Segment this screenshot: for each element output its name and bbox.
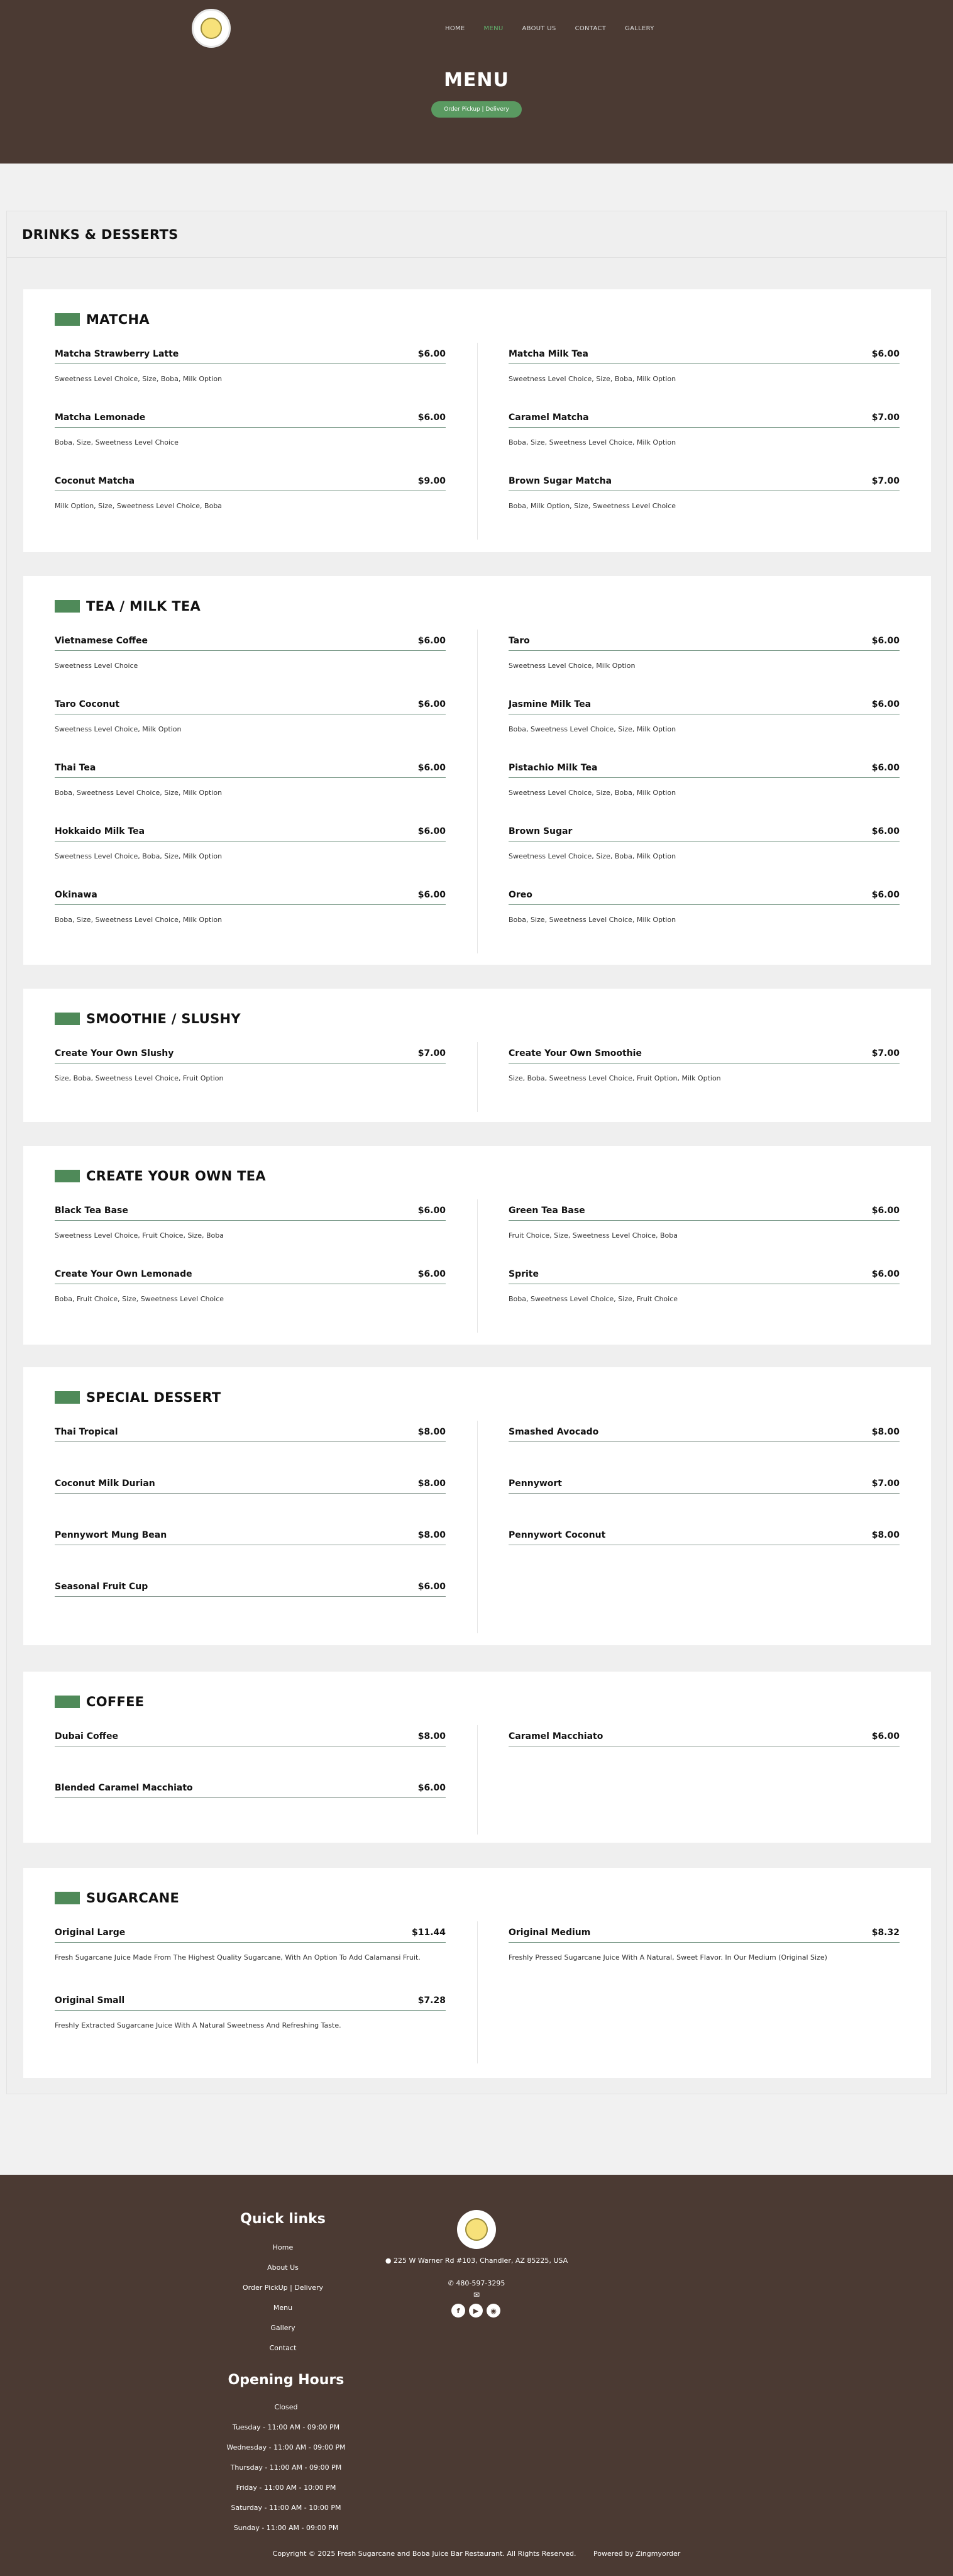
menu-item-name: Seasonal Fruit Cup <box>55 1582 148 1592</box>
menu-item[interactable] <box>55 1783 446 1798</box>
menu-item-price: $6.00 <box>417 349 446 359</box>
menu-item-price: $6.00 <box>871 1206 900 1216</box>
menu-item-price: $8.00 <box>871 1530 900 1540</box>
menu-item-name: Caramel Matcha <box>509 413 589 423</box>
menu-item[interactable] <box>509 1269 900 1304</box>
page-title: MENU <box>444 69 509 91</box>
footer-link-about-us[interactable]: About Us <box>267 2263 299 2272</box>
hours-saturday: Saturday - 11:00 AM - 10:00 PM <box>231 2504 341 2512</box>
menu-item[interactable] <box>55 1582 446 1597</box>
menu-item-options: Sweetness Level Choice, Boba, Size, Milk Option <box>55 852 223 860</box>
menu-item[interactable] <box>55 636 446 671</box>
nav-gallery[interactable]: GALLERY <box>625 25 654 32</box>
menu-item-options: Sweetness Level Choice, Milk Option <box>55 725 182 733</box>
footer-link-menu[interactable]: Menu <box>273 2304 293 2312</box>
menu-item-header <box>509 1427 900 1442</box>
menu-item-options: Boba, Size, Sweetness Level Choice <box>55 438 179 447</box>
menu-item-options: Fresh Sugarcane Juice Made From The Highest Quality Sugarcane, With An Option To Add Calamansi Fruit. <box>55 1953 421 1962</box>
column-divider <box>477 343 478 540</box>
section-title-text: SPECIAL DESSERT <box>86 1390 221 1405</box>
menu-item-header <box>509 699 900 714</box>
menu-item-options: Sweetness Level Choice, Size, Boba, Milk Option <box>509 375 676 383</box>
menu-item[interactable] <box>509 699 900 735</box>
menu-item-header <box>55 1582 446 1597</box>
hours-tuesday: Tuesday - 11:00 AM - 09:00 PM <box>232 2423 340 2431</box>
menu-item-options: Boba, Size, Sweetness Level Choice, Milk Option <box>55 916 223 924</box>
menu-item[interactable] <box>509 636 900 671</box>
menu-item[interactable] <box>509 763 900 798</box>
menu-section <box>23 989 931 1122</box>
menu-item-name: Hokkaido Milk Tea <box>55 826 145 836</box>
menu-item-options: Sweetness Level Choice, Size, Boba, Milk Option <box>55 375 223 383</box>
menu-item-name: Brown Sugar <box>509 826 573 836</box>
menu-item-header <box>509 1048 900 1063</box>
menu-item-name: Black Tea Base <box>55 1206 128 1216</box>
menu-item-name: Thai Tea <box>55 763 96 773</box>
menu-item-name: Okinawa <box>55 890 97 900</box>
menu-item-header <box>509 349 900 364</box>
menu-item-header <box>509 413 900 428</box>
section-title-text: TEA / MILK TEA <box>86 599 201 614</box>
menu-item-name: Coconut Matcha <box>55 476 135 486</box>
menu-item-price: $8.32 <box>871 1928 900 1938</box>
menu-item[interactable] <box>55 1206 446 1241</box>
menu-item-price: $6.00 <box>417 1783 446 1793</box>
menu-container <box>6 211 947 2094</box>
menu-item-header <box>55 1530 446 1545</box>
menu-section <box>23 1367 931 1645</box>
menu-section <box>23 289 931 552</box>
menu-item-name: Vietnamese Coffee <box>55 636 148 646</box>
menu-item-price: $6.00 <box>417 763 446 773</box>
menu-item-header <box>55 349 446 364</box>
menu-item-options: Size, Boba, Sweetness Level Choice, Fruit Option <box>55 1074 224 1082</box>
menu-item-name: Pistachio Milk Tea <box>509 763 598 773</box>
menu-item-price: $8.00 <box>871 1427 900 1437</box>
menu-section <box>23 1672 931 1843</box>
menu-item[interactable] <box>509 1928 900 1963</box>
menu-item-name: Jasmine Milk Tea <box>509 699 592 709</box>
footer-link-order[interactable]: Order PickUp | Delivery <box>242 2284 323 2292</box>
copyright-bar <box>0 2550 953 2558</box>
order-pickup-delivery-button[interactable]: Order Pickup | Delivery <box>431 101 522 118</box>
menu-item-name: Matcha Strawberry Latte <box>55 349 179 359</box>
opening-hours-title: Opening Hours <box>228 2372 344 2388</box>
menu-item[interactable] <box>509 1479 900 1494</box>
menu-item-price: $6.00 <box>417 1582 446 1592</box>
menu-item-header <box>55 1928 446 1943</box>
menu-item-name: Pennywort Coconut <box>509 1530 606 1540</box>
menu-item-price: $6.00 <box>417 699 446 709</box>
section-title-text: COFFEE <box>86 1694 145 1709</box>
section-title <box>55 1011 241 1026</box>
site-logo[interactable] <box>192 9 231 48</box>
menu-item-name: Blended Caramel Macchiato <box>55 1783 193 1793</box>
menu-item-options: Sweetness Level Choice, Fruit Choice, Size, Boba <box>55 1231 224 1240</box>
menu-item-price: $6.00 <box>417 636 446 646</box>
menu-item-price: $9.00 <box>417 476 446 486</box>
menu-item-options: Sweetness Level Choice, Size, Boba, Milk Option <box>509 789 676 797</box>
column-divider <box>477 1421 478 1633</box>
menu-item-header <box>509 1530 900 1545</box>
menu-item-price: $6.00 <box>417 826 446 836</box>
hours-monday: Closed <box>274 2403 298 2411</box>
menu-item[interactable] <box>509 1048 900 1084</box>
menu-item-header <box>55 1996 446 2011</box>
menu-item-header <box>55 1269 446 1284</box>
menu-item-options: Boba, Size, Sweetness Level Choice, Milk Option <box>509 916 676 924</box>
footer-logo[interactable] <box>457 2210 496 2249</box>
menu-item-price: $6.00 <box>871 1731 900 1741</box>
menu-item-name: Matcha Lemonade <box>55 413 146 423</box>
menu-item[interactable] <box>509 349 900 384</box>
social-links <box>451 2304 500 2318</box>
menu-item-header <box>55 1206 446 1221</box>
menu-item-header <box>509 1479 900 1494</box>
instagram-icon[interactable]: ◉ <box>487 2304 500 2318</box>
site-header <box>0 0 953 164</box>
hours-friday: Friday - 11:00 AM - 10:00 PM <box>236 2484 336 2492</box>
menu-item-price: $7.00 <box>871 413 900 423</box>
menu-item-header <box>55 636 446 651</box>
menu-item-name: Pennywort <box>509 1479 562 1489</box>
section-accent-bar <box>55 313 80 326</box>
nav-menu[interactable]: MENU <box>483 25 504 32</box>
section-accent-bar <box>55 1892 80 1904</box>
menu-item-header <box>55 413 446 428</box>
menu-item-options: Boba, Fruit Choice, Size, Sweetness Level Choice <box>55 1295 224 1303</box>
menu-section <box>23 1146 931 1345</box>
menu-item[interactable] <box>55 1269 446 1304</box>
menu-item[interactable] <box>55 1530 446 1545</box>
menu-item-price: $8.00 <box>417 1479 446 1489</box>
column-divider <box>477 1921 478 2063</box>
menu-item-name: Pennywort Mung Bean <box>55 1530 167 1540</box>
menu-item-name: Create Your Own Smoothie <box>509 1048 642 1058</box>
quick-links-title: Quick links <box>240 2211 326 2227</box>
mail-icon[interactable]: ✉ <box>473 2290 480 2299</box>
menu-item-price: $6.00 <box>871 349 900 359</box>
youtube-icon[interactable]: ▶ <box>469 2304 483 2318</box>
footer-link-home[interactable]: Home <box>272 2243 294 2251</box>
menu-item-header <box>55 1731 446 1746</box>
nav-about-us[interactable]: ABOUT US <box>522 25 556 32</box>
column-divider <box>477 630 478 953</box>
menu-item-name: Oreo <box>509 890 532 900</box>
menu-item-name: Brown Sugar Matcha <box>509 476 612 486</box>
menu-item[interactable] <box>509 826 900 862</box>
menu-item[interactable] <box>509 1206 900 1241</box>
menu-item[interactable] <box>509 1530 900 1545</box>
menu-item-price: $6.00 <box>417 413 446 423</box>
menu-item-price: $6.00 <box>871 826 900 836</box>
hours-sunday: Sunday - 11:00 AM - 09:00 PM <box>233 2524 339 2532</box>
menu-section <box>23 576 931 965</box>
section-title <box>55 312 150 327</box>
menu-item-price: $6.00 <box>417 1269 446 1279</box>
sugarcane-cup-icon <box>465 2218 488 2241</box>
menu-item[interactable] <box>55 1479 446 1494</box>
menu-item-price: $7.28 <box>417 1996 446 2006</box>
menu-item-header <box>55 1427 446 1442</box>
menu-item-options: Milk Option, Size, Sweetness Level Choice, Boba <box>55 502 223 510</box>
section-title-text: MATCHA <box>86 312 150 327</box>
menu-item-header <box>509 890 900 905</box>
menu-item-price: $8.00 <box>417 1530 446 1540</box>
powered-by-link[interactable]: Powered by Zingmyorder <box>593 2550 681 2558</box>
menu-item-price: $6.00 <box>871 763 900 773</box>
column-divider <box>477 1725 478 1835</box>
menu-item[interactable] <box>55 1731 446 1746</box>
menu-item-options: Freshly Extracted Sugarcane Juice With A Natural Sweetness And Refreshing Taste. <box>55 2021 341 2029</box>
menu-item-price: $7.00 <box>871 1048 900 1058</box>
menu-section <box>23 1868 931 2078</box>
section-title <box>55 1169 266 1184</box>
menu-item-header <box>509 1206 900 1221</box>
menu-item-options: Sweetness Level Choice <box>55 662 138 670</box>
menu-item-name: Original Medium <box>509 1928 591 1938</box>
footer-link-gallery[interactable]: Gallery <box>270 2324 295 2332</box>
menu-item-header <box>509 1928 900 1943</box>
menu-item-price: $6.00 <box>871 1269 900 1279</box>
menu-item[interactable] <box>55 1048 446 1084</box>
menu-item-header <box>55 826 446 841</box>
menu-item-options: Boba, Sweetness Level Choice, Size, Milk Option <box>509 725 676 733</box>
location-pin-icon: ● <box>385 2257 392 2265</box>
section-title <box>55 1890 179 1906</box>
menu-item-price: $8.00 <box>417 1731 446 1741</box>
menu-item-header <box>509 476 900 491</box>
menu-item-price: $11.44 <box>411 1928 446 1938</box>
section-title <box>55 599 201 614</box>
section-accent-bar <box>55 1170 80 1182</box>
menu-item-name: Taro <box>509 636 530 646</box>
menu-item-name: Taro Coconut <box>55 699 120 709</box>
address-text: 225 W Warner Rd #103, Chandler, AZ 85225, USA <box>393 2257 568 2265</box>
menu-item-price: $8.00 <box>417 1427 446 1437</box>
menu-item-price: $6.00 <box>871 636 900 646</box>
menu-item[interactable] <box>509 890 900 925</box>
footer-link-contact[interactable]: Contact <box>269 2344 297 2352</box>
menu-item-header <box>55 763 446 778</box>
menu-item[interactable] <box>55 1427 446 1442</box>
site-footer <box>0 2175 953 2576</box>
section-accent-bar <box>55 600 80 613</box>
menu-item-header <box>509 1269 900 1284</box>
menu-item-options: Boba, Sweetness Level Choice, Size, Milk Option <box>55 789 223 797</box>
menu-item-header <box>55 890 446 905</box>
section-title-text: SMOOTHIE / SLUSHY <box>86 1011 241 1026</box>
menu-item-name: Caramel Macchiato <box>509 1731 603 1741</box>
menu-item-price: $6.00 <box>871 890 900 900</box>
menu-item-header <box>509 763 900 778</box>
section-title-text: SUGARCANE <box>86 1890 180 1906</box>
menu-item-name: Sprite <box>509 1269 539 1279</box>
menu-item-options: Fruit Choice, Size, Sweetness Level Choice, Boba <box>509 1231 678 1240</box>
section-accent-bar <box>55 1696 80 1708</box>
menu-item-price: $7.00 <box>871 476 900 486</box>
menu-item-name: Original Large <box>55 1928 126 1938</box>
menu-item-name: Original Small <box>55 1996 125 2006</box>
menu-item[interactable] <box>509 1427 900 1442</box>
menu-item-name: Create Your Own Slushy <box>55 1048 174 1058</box>
column-divider <box>477 1042 478 1112</box>
copyright-text: Copyright © 2025 Fresh Sugarcane and Boba Juice Bar Restaurant. All Rights Reserved. <box>272 2550 576 2558</box>
menu-item-name: Create Your Own Lemonade <box>55 1269 192 1279</box>
menu-item-header <box>509 636 900 651</box>
sugarcane-cup-icon <box>201 18 222 39</box>
section-title <box>55 1694 144 1709</box>
menu-item-header <box>509 826 900 841</box>
footer-phone[interactable] <box>377 2279 576 2287</box>
menu-item-header <box>55 1783 446 1798</box>
menu-item-options: Boba, Sweetness Level Choice, Size, Fruit Choice <box>509 1295 678 1303</box>
hours-thursday: Thursday - 11:00 AM - 09:00 PM <box>230 2463 342 2472</box>
menu-item[interactable] <box>55 349 446 384</box>
nav-home[interactable]: HOME <box>445 25 465 32</box>
section-title <box>55 1390 221 1405</box>
menu-item-options: Size, Boba, Sweetness Level Choice, Fruit Option, Milk Option <box>509 1074 721 1082</box>
menu-item-price: $6.00 <box>871 699 900 709</box>
menu-item-header <box>55 476 446 491</box>
menu-item-price: $6.00 <box>417 1206 446 1216</box>
menu-item-name: Smashed Avocado <box>509 1427 599 1437</box>
menu-item-name: Coconut Milk Durian <box>55 1479 155 1489</box>
menu-item[interactable] <box>55 826 446 862</box>
menu-item-header <box>55 699 446 714</box>
footer-address <box>377 2255 576 2266</box>
menu-item[interactable] <box>55 890 446 925</box>
menu-item[interactable] <box>509 1731 900 1746</box>
menu-item-price: $7.00 <box>417 1048 446 1058</box>
menu-item[interactable] <box>509 413 900 448</box>
opening-hours-list <box>207 2402 365 2543</box>
menu-item[interactable] <box>55 413 446 448</box>
menu-item-options: Sweetness Level Choice, Size, Boba, Milk Option <box>509 852 676 860</box>
menu-item-name: Green Tea Base <box>509 1206 585 1216</box>
menu-item[interactable] <box>55 1996 446 2031</box>
menu-item-name: Thai Tropical <box>55 1427 118 1437</box>
menu-heading: DRINKS & DESSERTS <box>7 211 946 258</box>
menu-item-header <box>509 1731 900 1746</box>
menu-item-price: $7.00 <box>871 1479 900 1489</box>
menu-item[interactable] <box>55 1928 446 1963</box>
quick-links-list <box>220 2243 346 2363</box>
menu-item[interactable] <box>509 476 900 511</box>
menu-item[interactable] <box>55 763 446 798</box>
main-nav <box>445 25 654 32</box>
hours-wednesday: Wednesday - 11:00 AM - 09:00 PM <box>226 2443 346 2451</box>
facebook-icon[interactable]: f <box>451 2304 465 2318</box>
menu-item[interactable] <box>55 476 446 511</box>
menu-item-header <box>55 1479 446 1494</box>
menu-item-options: Freshly Pressed Sugarcane Juice With A Natural, Sweet Flavor. In Our Medium (Original Size) <box>509 1953 827 1962</box>
menu-item-header <box>55 1048 446 1063</box>
column-divider <box>477 1199 478 1333</box>
nav-contact[interactable]: CONTACT <box>575 25 607 32</box>
section-accent-bar <box>55 1013 80 1025</box>
menu-item-price: $6.00 <box>417 890 446 900</box>
section-title-text: CREATE YOUR OWN TEA <box>86 1169 266 1184</box>
menu-item-name: Dubai Coffee <box>55 1731 118 1741</box>
menu-item-options: Boba, Milk Option, Size, Sweetness Level Choice <box>509 502 676 510</box>
menu-item-options: Sweetness Level Choice, Milk Option <box>509 662 636 670</box>
phone-icon: ✆ <box>448 2279 454 2287</box>
phone-text: 480-597-3295 <box>456 2279 505 2287</box>
menu-item[interactable] <box>55 699 446 735</box>
menu-item-name: Matcha Milk Tea <box>509 349 589 359</box>
menu-item-options: Boba, Size, Sweetness Level Choice, Milk Option <box>509 438 676 447</box>
section-accent-bar <box>55 1391 80 1404</box>
